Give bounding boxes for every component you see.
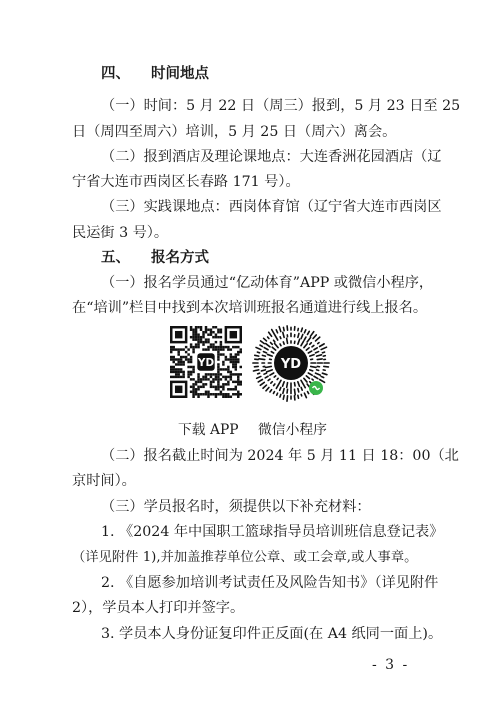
paragraph-register-line2: 在“培训”栏目中找到本次培训班报名通道进行线上报名。 [72, 300, 428, 316]
paragraph-materials: （三）学员报名时，须提供以下补充材料： [101, 499, 371, 515]
section-title: 报名方式 [151, 250, 209, 266]
section-heading-5 [101, 248, 461, 268]
list-item-2-line1: 2. 《自愿参加培训考试责任及风险告知书》（详见附件 [101, 575, 439, 591]
page-number: - 3 - [372, 657, 410, 673]
paragraph-practice-line2: 民运街 3 号）。 [72, 225, 169, 241]
list-item-1-line1: 1. 《2024 年中国职工篮球指导员培训班信息登记表》 [101, 524, 444, 540]
app-qr-caption: 下载 APP [178, 422, 239, 438]
paragraph-time-line1: （一）时间：5 月 22 日（周三）报到，5 月 23 日至 25 [101, 98, 461, 114]
section-number: 四、 [101, 66, 130, 82]
paragraph-hotel-line2: 宁省大连市西岗区长春路 171 号）。 [72, 174, 300, 190]
paragraph-deadline-line1: （二）报名截止时间为 2024 年 5 月 11 日 18：00（北 [101, 448, 459, 464]
paragraph-time-line2: 日（周四至周六）培训，5 月 25 日（周六）离会。 [72, 124, 397, 140]
qr-code-image [170, 326, 242, 398]
app-qr-code[interactable] [170, 326, 242, 402]
paragraph-deadline-line2: 京时间）。 [72, 473, 136, 489]
list-item-3: 3. 学员本人身份证复印件正反面(在 A4 纸同一面上)。 [101, 626, 443, 642]
mini-program-code[interactable] [250, 322, 332, 408]
paragraph-practice-line1: （三）实践课地点：西岗体育馆（辽宁省大连市西岗区 [101, 199, 442, 215]
mini-program-caption: 微信小程序 [258, 422, 327, 438]
section-title: 时间地点 [151, 66, 209, 82]
paragraph-register-line1: （一）报名学员通过“亿动体育”APP 或微信小程序， [101, 275, 434, 291]
section-heading-4 [101, 64, 461, 84]
mini-logo-text: YD [280, 357, 302, 372]
list-item-1-line2: （详见附件 1),并加盖推荐单位公章、或工会章,或人事章。 [72, 550, 418, 565]
qr-logo-text: YD [197, 357, 215, 370]
mini-program-code-image [250, 322, 332, 404]
paragraph-hotel-line1: （二）报到酒店及理论课地点：大连香洲花园酒店（辽 [101, 149, 442, 165]
list-item-2-line2: 2），学员本人打印并签字。 [72, 600, 245, 616]
section-number: 五、 [101, 250, 130, 266]
